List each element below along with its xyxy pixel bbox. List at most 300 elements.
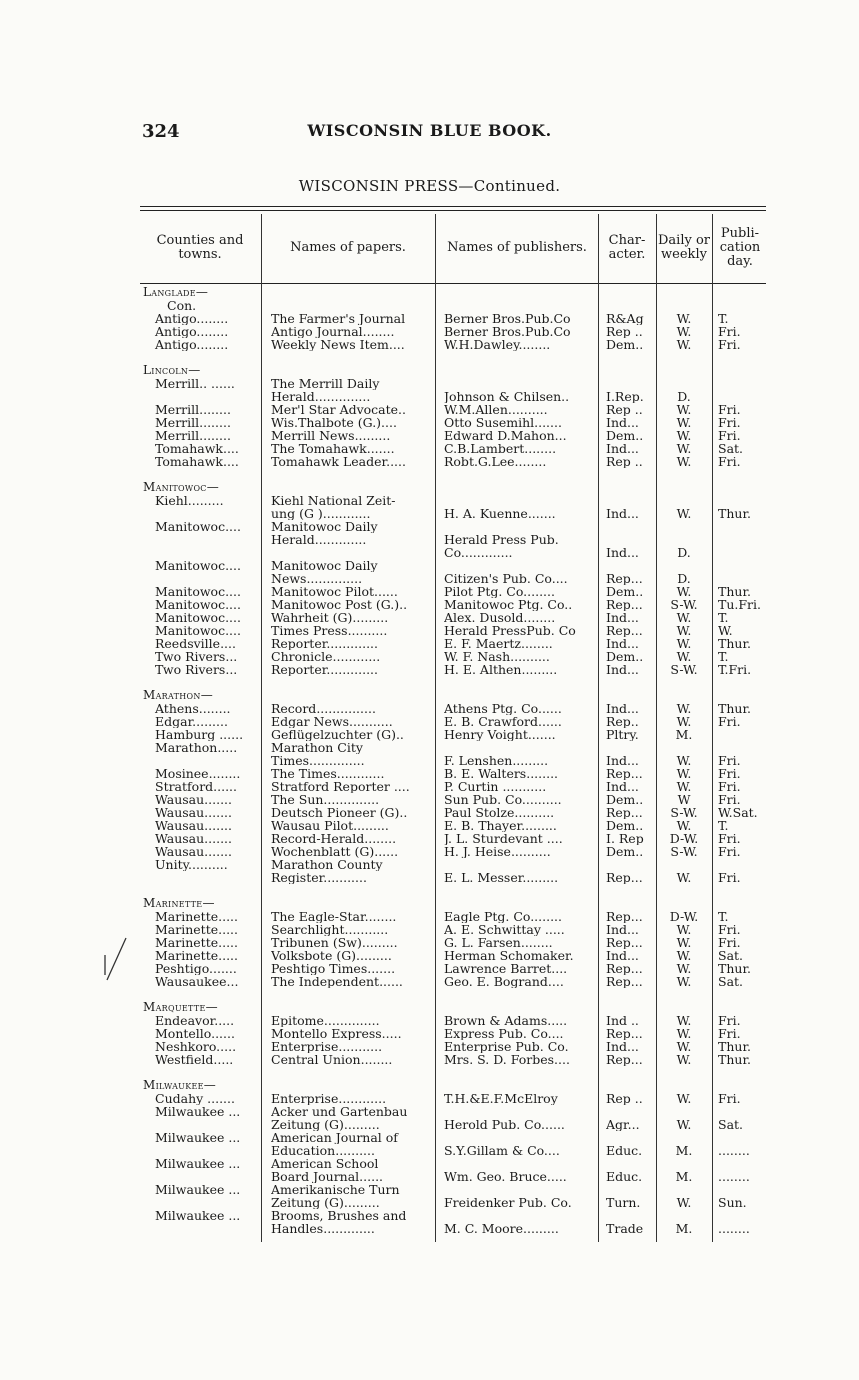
cell-char: Ind... [606, 611, 639, 624]
cell-town: Endeavor..... [155, 1014, 235, 1027]
cell-town: Two Rivers... [155, 650, 238, 663]
cell-town: Wausaukee... [155, 975, 239, 988]
cell-publisher: Herold Pub. Co...... [444, 1118, 565, 1131]
cell-char: Ind... [606, 637, 639, 650]
cell-char: Rep .. [606, 1092, 643, 1105]
cell-paper: Wis.Thalbote (G.).... [271, 416, 397, 429]
handwritten-check-mark [100, 930, 130, 990]
cell-paper: Herald.............. [271, 390, 371, 403]
cell-town: Milwaukee ... [155, 1183, 241, 1196]
cell-char: Dem.. [606, 845, 644, 858]
cell-paper: Mer'l Star Advocate.. [271, 403, 407, 416]
cell-paper: Zeitung (G)......... [271, 1196, 380, 1209]
county-heading: Lincoln— [143, 364, 201, 377]
county-heading: Marinette— [143, 897, 215, 910]
cell-town: Kiehl......... [155, 494, 224, 507]
cell-day: Fri. [718, 1092, 741, 1105]
cell-publisher: H. J. Heise.......... [444, 845, 551, 858]
cell-town: Two Rivers... [155, 663, 238, 676]
cell-char: Dem.. [606, 650, 644, 663]
cell-publisher: Wm. Geo. Bruce..... [444, 1170, 567, 1183]
cell-freq: W. [676, 766, 692, 781]
cell-paper: American School [271, 1157, 379, 1170]
cell-day: Thur. [718, 1040, 752, 1053]
cell-freq: W. [676, 1091, 692, 1106]
cell-publisher: W.H.Dawley........ [444, 338, 551, 351]
cell-town: Tomahawk.... [155, 442, 239, 455]
cell-paper: Manitowoc Daily [271, 520, 378, 533]
cell-day: Fri. [718, 1027, 741, 1040]
cell-paper: Peshtigo Times....... [271, 962, 396, 975]
cell-publisher: W. F. Nash.......... [444, 650, 550, 663]
cell-paper: Epitome.............. [271, 1014, 380, 1027]
cell-town: Milwaukee ... [155, 1157, 241, 1170]
cell-char: Trade [606, 1222, 644, 1235]
cell-publisher: Enterprise Pub. Co. [444, 1040, 569, 1053]
cell-town: Merrill.. ...... [155, 377, 235, 390]
cell-paper: Marathon City [271, 741, 363, 754]
cell-day: W. [718, 624, 733, 637]
cell-freq: W. [676, 636, 692, 651]
cell-publisher: Herald PressPub. Co [444, 624, 576, 637]
cell-paper: ung (G )............ [271, 507, 371, 520]
cell-freq: M. [675, 1169, 693, 1184]
cell-char: R&Ag [606, 312, 644, 325]
cell-publisher: Herman Schomaker. [444, 949, 574, 962]
cell-paper: Chronicle............ [271, 650, 381, 663]
cell-paper: Board Journal...... [271, 1170, 384, 1183]
cell-day: Thur. [718, 702, 752, 715]
column-header-character: Char-acter. [608, 233, 646, 262]
cell-publisher: Otto Susemihl....... [444, 416, 562, 429]
cell-freq: S-W. [670, 844, 698, 859]
cell-publisher: Co............. [444, 546, 513, 559]
section-title: WISCONSIN PRESS—Continued. [298, 177, 561, 195]
cell-freq: W [677, 792, 691, 807]
cell-char: Rep... [606, 1027, 643, 1040]
cell-day: Fri. [718, 403, 741, 416]
cell-paper: Herald............. [271, 533, 367, 546]
header-rule [140, 283, 766, 284]
county-heading: Marquette— [143, 1001, 218, 1014]
cell-day: T. [718, 611, 729, 624]
county-heading: Marathon— [143, 689, 213, 702]
cell-freq: W. [676, 311, 692, 326]
cell-town: Montello...... [155, 1027, 235, 1040]
cell-town: Milwaukee ... [155, 1105, 241, 1118]
cell-town: Manitowoc.... [155, 624, 241, 637]
cell-day: Fri. [718, 832, 741, 845]
cell-day: Thur. [718, 637, 752, 650]
cell-town: Manitowoc.... [155, 611, 241, 624]
cell-paper: Acker und Gartenbau [271, 1105, 408, 1118]
cell-town: Athens........ [155, 702, 231, 715]
cell-freq: W. [676, 961, 692, 976]
cell-town: Tomahawk.... [155, 455, 239, 468]
cell-char: Ind... [606, 1040, 639, 1053]
cell-town: Stratford...... [155, 780, 238, 793]
cell-char: Dem.. [606, 793, 644, 806]
cell-char: Ind... [606, 442, 639, 455]
column-divider [598, 214, 599, 1242]
cell-publisher: H. E. Althen......... [444, 663, 558, 676]
cell-freq: W. [676, 948, 692, 963]
cell-freq: D. [677, 545, 691, 560]
cell-freq: M. [675, 1221, 693, 1236]
cell-freq: W. [676, 610, 692, 625]
cell-publisher: H. A. Kuenne....... [444, 507, 556, 520]
cell-day: Sat. [718, 949, 744, 962]
cell-publisher: P. Curtin ........... [444, 780, 547, 793]
cell-town: Cudahy ....... [155, 1092, 235, 1105]
cell-town: Antigo........ [155, 338, 229, 351]
top-rule [140, 206, 766, 207]
cell-paper: Record-Herald........ [271, 832, 397, 845]
cell-freq: W. [676, 870, 692, 885]
cell-publisher: M. C. Moore......... [444, 1222, 559, 1235]
cell-freq: W. [676, 454, 692, 469]
cell-char: Ind... [606, 416, 639, 429]
column-header-publishers: Names of publishers. [447, 240, 587, 255]
cell-char: Rep... [606, 598, 643, 611]
cell-paper: Searchlight........... [271, 923, 389, 936]
cell-paper: Reporter............. [271, 637, 378, 650]
cell-town: Milwaukee ... [155, 1131, 241, 1144]
cell-publisher: E. F. Maertz........ [444, 637, 553, 650]
cell-town: Merrill........ [155, 403, 231, 416]
cell-publisher: Berner Bros.Pub.Co [444, 312, 571, 325]
cell-freq: W. [676, 506, 692, 521]
cell-town: Marinette..... [155, 949, 238, 962]
cell-freq: W. [676, 428, 692, 443]
cell-paper: Amerikanische Turn [271, 1183, 400, 1196]
cell-publisher: T.H.&E.F.McElroy [444, 1092, 558, 1105]
cell-paper: Montello Express..... [271, 1027, 402, 1040]
book-title: WISCONSIN BLUE BOOK. [307, 121, 552, 140]
cell-publisher: Lawrence Barret.... [444, 962, 568, 975]
cell-char: Dem.. [606, 338, 644, 351]
cell-publisher: Athens Ptg. Co...... [444, 702, 562, 715]
cell-paper: Tomahawk Leader..... [271, 455, 406, 468]
cell-char: Rep... [606, 910, 643, 923]
cell-char: Ind... [606, 949, 639, 962]
cell-paper: Wausau Pilot......... [271, 819, 389, 832]
cell-town: Marinette..... [155, 923, 238, 936]
cell-char: Rep .. [606, 455, 643, 468]
cell-paper: Tribunen (Sw)......... [271, 936, 398, 949]
cell-paper: Handles............. [271, 1222, 375, 1235]
cell-paper: The Merrill Daily [271, 377, 380, 390]
cell-freq: W. [676, 1052, 692, 1067]
cell-town: Hamburg ...... [155, 728, 244, 741]
cell-paper: The Farmer's Journal [271, 312, 406, 325]
cell-char: Rep... [606, 572, 643, 585]
cell-day: Fri. [718, 767, 741, 780]
cell-char: Ind... [606, 546, 639, 559]
cell-day: T. [718, 910, 729, 923]
cell-town: Manitowoc.... [155, 585, 241, 598]
cell-town: Westfield..... [155, 1053, 234, 1066]
cell-day: Fri. [718, 429, 741, 442]
cell-paper: Wochenblatt (G)...... [271, 845, 399, 858]
cell-char: Dem.. [606, 429, 644, 442]
cell-day: Fri. [718, 416, 741, 429]
cell-town: Manitowoc.... [155, 559, 241, 572]
cell-day: Thur. [718, 507, 752, 520]
cell-day: Sat. [718, 975, 744, 988]
cell-char: Ind... [606, 780, 639, 793]
cell-char: Rep... [606, 767, 643, 780]
cell-day: Thur. [718, 962, 752, 975]
cell-paper: Register........... [271, 871, 367, 884]
cell-publisher: Johnson & Chilsen.. [444, 390, 570, 403]
cell-freq: W. [676, 441, 692, 456]
cell-town: Marinette..... [155, 936, 238, 949]
cell-day: Fri. [718, 754, 741, 767]
cell-day: ........ [718, 1170, 750, 1183]
cell-day: Fri. [718, 871, 741, 884]
cell-char: I.Rep. [606, 390, 644, 403]
cell-paper: Weekly News Item.... [271, 338, 405, 351]
cell-freq: S-W. [670, 597, 698, 612]
cell-town: Marathon..... [155, 741, 238, 754]
cell-publisher: Express Pub. Co.... [444, 1027, 564, 1040]
cell-town: Con. [167, 299, 197, 312]
cell-freq: W. [676, 1039, 692, 1054]
cell-freq: W. [676, 818, 692, 833]
cell-paper: Times.............. [271, 754, 365, 767]
cell-town: Wausau....... [155, 806, 232, 819]
cell-town: Wausau....... [155, 819, 232, 832]
column-header-frequency: Daily or weekly [657, 233, 710, 262]
cell-day: Tu.Fri. [718, 598, 761, 611]
cell-paper: Deutsch Pioneer (G).. [271, 806, 408, 819]
cell-char: I. Rep [606, 832, 644, 845]
page-number: 324 [142, 121, 180, 142]
cell-day: T. [718, 312, 729, 325]
cell-publisher: Citizen's Pub. Co.... [444, 572, 568, 585]
cell-paper: Volksbote (G)......... [271, 949, 392, 962]
cell-freq: W. [676, 1195, 692, 1210]
cell-char: Ind .. [606, 1014, 639, 1027]
cell-publisher: S.Y.Gillam & Co.... [444, 1144, 560, 1157]
cell-paper: The Times............ [271, 767, 385, 780]
cell-publisher: Mrs. S. D. Forbes.... [444, 1053, 570, 1066]
cell-town: Wausau....... [155, 832, 232, 845]
cell-publisher: Robt.G.Lee........ [444, 455, 547, 468]
cell-char: Educ. [606, 1170, 643, 1183]
cell-paper: Antigo Journal........ [271, 325, 395, 338]
cell-town: Marinette..... [155, 910, 238, 923]
page-header [0, 121, 859, 143]
cell-paper: Manitowoc Pilot...... [271, 585, 398, 598]
cell-paper: Enterprise............ [271, 1092, 387, 1105]
cell-freq: W. [676, 1117, 692, 1132]
cell-freq: D-W. [669, 909, 699, 924]
cell-freq: W. [676, 623, 692, 638]
cell-publisher: Manitowoc Ptg. Co.. [444, 598, 573, 611]
cell-publisher: Freidenker Pub. Co. [444, 1196, 572, 1209]
column-divider [435, 214, 436, 1242]
cell-paper: Reporter............. [271, 663, 378, 676]
cell-freq: M. [675, 1143, 693, 1158]
cell-publisher: Pilot Ptg. Co........ [444, 585, 555, 598]
cell-town: Edgar......... [155, 715, 228, 728]
cell-freq: W. [676, 1013, 692, 1028]
cell-freq: W. [676, 415, 692, 430]
cell-char: Rep... [606, 806, 643, 819]
cell-town: Milwaukee ... [155, 1209, 241, 1222]
cell-publisher: Sun Pub. Co.......... [444, 793, 562, 806]
cell-publisher: B. E. Walters........ [444, 767, 559, 780]
cell-freq: W. [676, 649, 692, 664]
cell-paper: Central Union........ [271, 1053, 393, 1066]
cell-paper: Geflügelzuchter (G).. [271, 728, 404, 741]
cell-freq: D. [677, 389, 691, 404]
cell-paper: American Journal of [271, 1131, 398, 1144]
cell-freq: W. [676, 974, 692, 989]
cell-paper: The Independent...... [271, 975, 403, 988]
cell-publisher: Edward D.Mahon... [444, 429, 567, 442]
cell-freq: W. [676, 1026, 692, 1041]
cell-publisher: E. B. Crawford...... [444, 715, 562, 728]
cell-publisher: A. E. Schwittay ..... [444, 923, 565, 936]
cell-paper: Manitowoc Daily [271, 559, 378, 572]
cell-paper: The Tomahawk....... [271, 442, 395, 455]
cell-paper: Education.......... [271, 1144, 375, 1157]
column-header-towns: Counties and towns. [156, 233, 244, 262]
cell-publisher: Paul Stolze.......... [444, 806, 555, 819]
cell-town: Unity.......... [155, 858, 228, 871]
cell-town: Peshtigo....... [155, 962, 237, 975]
cell-publisher: W.M.Allen.......... [444, 403, 548, 416]
cell-day: Fri. [718, 780, 741, 793]
cell-paper: Brooms, Brushes and [271, 1209, 407, 1222]
cell-publisher: Alex. Dusold........ [444, 611, 556, 624]
cell-freq: W. [676, 714, 692, 729]
column-header-papers: Names of papers. [290, 240, 406, 255]
cell-paper: Kiehl National Zeit- [271, 494, 396, 507]
cell-town: Manitowoc.... [155, 520, 241, 533]
cell-freq: W. [676, 402, 692, 417]
cell-char: Ind... [606, 507, 639, 520]
cell-town: Mosinee........ [155, 767, 241, 780]
cell-day: Fri. [718, 325, 741, 338]
cell-freq: W. [676, 935, 692, 950]
cell-freq: D. [677, 571, 691, 586]
cell-paper: News.............. [271, 572, 363, 585]
cell-freq: W. [676, 922, 692, 937]
cell-day: Fri. [718, 338, 741, 351]
cell-freq: W. [676, 337, 692, 352]
cell-char: Rep... [606, 1053, 643, 1066]
cell-publisher: Eagle Ptg. Co........ [444, 910, 562, 923]
cell-day: Fri. [718, 793, 741, 806]
cell-char: Pltry. [606, 728, 639, 741]
cell-publisher: G. L. Farsen........ [444, 936, 553, 949]
cell-char: Rep.. [606, 715, 639, 728]
cell-town: Wausau....... [155, 845, 232, 858]
cell-town: Antigo........ [155, 312, 229, 325]
cell-publisher: C.B.Lambert........ [444, 442, 557, 455]
cell-town: Merrill........ [155, 416, 231, 429]
cell-publisher: J. L. Sturdevant .... [444, 832, 563, 845]
cell-freq: M. [675, 727, 693, 742]
cell-publisher: F. Lenshen......... [444, 754, 549, 767]
cell-day: ........ [718, 1144, 750, 1157]
cell-town: Reedsville.... [155, 637, 236, 650]
cell-freq: D-W. [669, 831, 699, 846]
cell-freq: W. [676, 701, 692, 716]
cell-paper: Marathon County [271, 858, 383, 871]
cell-day: Fri. [718, 936, 741, 949]
cell-day: Fri. [718, 455, 741, 468]
cell-day: T. [718, 650, 729, 663]
cell-day: T. [718, 819, 729, 832]
county-heading: Langlade— [143, 286, 209, 299]
cell-paper: Edgar News........... [271, 715, 393, 728]
cell-day: Fri. [718, 1014, 741, 1027]
cell-town: Wausau....... [155, 793, 232, 806]
cell-town: Manitowoc.... [155, 598, 241, 611]
cell-paper: Wahrheit (G)......... [271, 611, 389, 624]
cell-paper: Enterprise........... [271, 1040, 383, 1053]
cell-char: Rep .. [606, 403, 643, 416]
cell-char: Rep... [606, 975, 643, 988]
cell-publisher: Brown & Adams..... [444, 1014, 568, 1027]
cell-paper: The Eagle-Star........ [271, 910, 397, 923]
top-rule-double [140, 210, 766, 211]
cell-char: Dem.. [606, 819, 644, 832]
cell-char: Rep .. [606, 325, 643, 338]
cell-day: Fri. [718, 845, 741, 858]
cell-freq: S-W. [670, 805, 698, 820]
cell-paper: Merrill News......... [271, 429, 391, 442]
cell-char: Agr... [606, 1118, 640, 1131]
column-header-day: Publi-cation day. [719, 226, 761, 269]
cell-freq: W. [676, 779, 692, 794]
cell-publisher: Berner Bros.Pub.Co [444, 325, 571, 338]
cell-paper: Times Press.......... [271, 624, 388, 637]
cell-freq: W. [676, 324, 692, 339]
cell-paper: Zeitung (G)......... [271, 1118, 380, 1131]
cell-town: Neshkoro..... [155, 1040, 237, 1053]
cell-char: Rep... [606, 871, 643, 884]
column-divider [656, 214, 657, 1242]
cell-char: Ind... [606, 663, 639, 676]
cell-publisher: Herald Press Pub. [444, 533, 559, 546]
cell-day: Fri. [718, 923, 741, 936]
cell-paper: Stratford Reporter .... [271, 780, 410, 793]
cell-publisher: Henry Voight....... [444, 728, 556, 741]
county-heading: Milwaukee— [143, 1079, 217, 1092]
cell-day: Thur. [718, 1053, 752, 1066]
column-divider [712, 214, 713, 1242]
cell-day: Fri. [718, 715, 741, 728]
cell-char: Dem.. [606, 585, 644, 598]
cell-day: Sun. [718, 1196, 747, 1209]
cell-day: T.Fri. [718, 663, 752, 676]
cell-publisher: E. L. Messer......... [444, 871, 559, 884]
cell-day: Sat. [718, 1118, 744, 1131]
cell-freq: W. [676, 753, 692, 768]
cell-char: Turn. [606, 1196, 641, 1209]
cell-day: Sat. [718, 442, 744, 455]
cell-town: Merrill........ [155, 429, 231, 442]
cell-char: Rep... [606, 936, 643, 949]
cell-day: W.Sat. [718, 806, 758, 819]
cell-town: Antigo........ [155, 325, 229, 338]
